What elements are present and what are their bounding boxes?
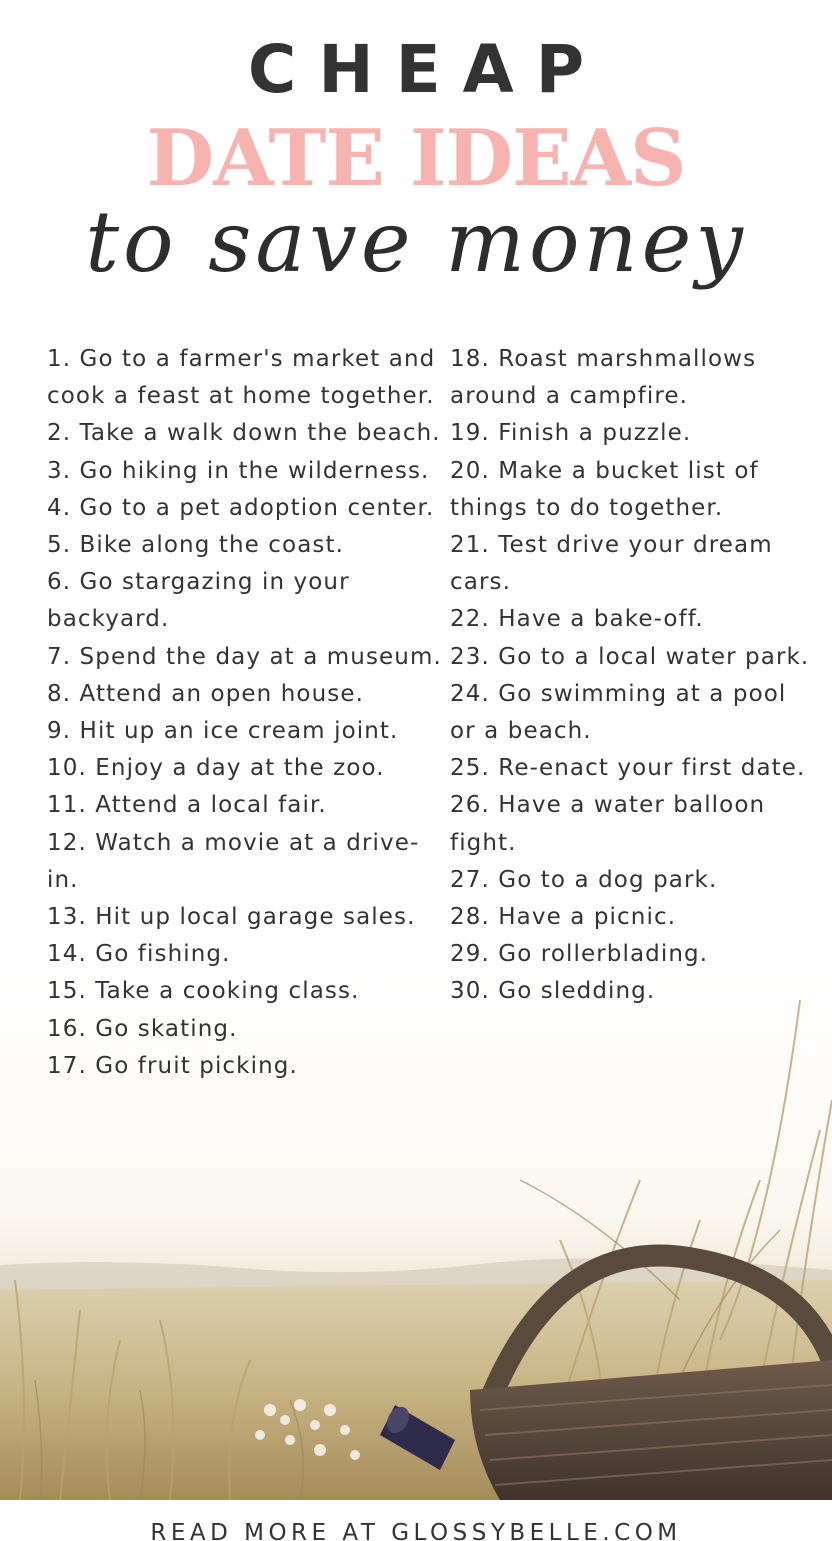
- date-idea-item: 12. Watch a movie at a drive-in.: [47, 829, 420, 893]
- date-idea-item: 30. Go sledding.: [450, 978, 656, 1005]
- date-idea-item: 6. Go stargazing in your backyard.: [47, 569, 350, 633]
- date-ideas-list-right: [450, 341, 820, 1011]
- date-idea-item: 11. Attend a local fair.: [47, 792, 327, 819]
- date-idea-item: 8. Attend an open house.: [47, 680, 365, 707]
- date-idea-item: 20. Make a bucket list of things to do together.: [450, 457, 759, 521]
- date-idea-item: 3. Go hiking in the wilderness.: [47, 457, 430, 484]
- date-idea-item: 7. Spend the day at a museum.: [47, 643, 442, 670]
- date-idea-item: 27. Go to a dog park.: [450, 866, 718, 893]
- date-idea-item: 9. Hit up an ice cream joint.: [47, 718, 399, 745]
- date-idea-item: 1. Go to a farmer's market and cook a feast at home together.: [47, 346, 436, 410]
- date-idea-item: 23. Go to a local water park.: [450, 643, 810, 670]
- date-idea-item: 16. Go skating.: [47, 1015, 238, 1042]
- title-cheap: CHEAP: [247, 31, 607, 108]
- date-idea-item: 4. Go to a pet adoption center.: [47, 494, 435, 521]
- title-subtitle-script: to save money: [85, 193, 747, 291]
- date-idea-item: 14. Go fishing.: [47, 941, 231, 968]
- date-idea-item: 19. Finish a puzzle.: [450, 420, 692, 447]
- date-idea-item: 29. Go rollerblading.: [450, 941, 709, 968]
- date-idea-item: 15. Take a cooking class.: [47, 978, 360, 1005]
- date-idea-item: 24. Go swimming at a pool or a beach.: [450, 680, 787, 745]
- date-idea-item: 13. Hit up local garage sales.: [47, 904, 416, 931]
- date-idea-item: 2. Take a walk down the beach.: [47, 420, 441, 447]
- date-idea-item: 21. Test drive your dream cars.: [450, 532, 773, 596]
- date-ideas-list-left: [47, 341, 442, 1085]
- date-idea-item: 17. Go fruit picking.: [47, 1052, 298, 1079]
- date-idea-item: 28. Have a picnic.: [450, 904, 677, 931]
- date-idea-item: 18. Roast marshmallows around a campfire.: [450, 346, 757, 410]
- date-idea-item: 22. Have a bake-off.: [450, 606, 704, 633]
- date-idea-item: 5. Bike along the coast.: [47, 532, 345, 559]
- date-idea-item: 10. Enjoy a day at the zoo.: [47, 755, 385, 782]
- date-idea-item: 25. Re-enact your first date.: [450, 755, 806, 782]
- date-idea-item: 26. Have a water balloon fight.: [450, 792, 766, 856]
- title-date-ideas: DATE IDEAS: [146, 113, 686, 204]
- footer-read-more[interactable]: READ MORE AT GLOSSYBELLE.COM: [0, 1500, 832, 1541]
